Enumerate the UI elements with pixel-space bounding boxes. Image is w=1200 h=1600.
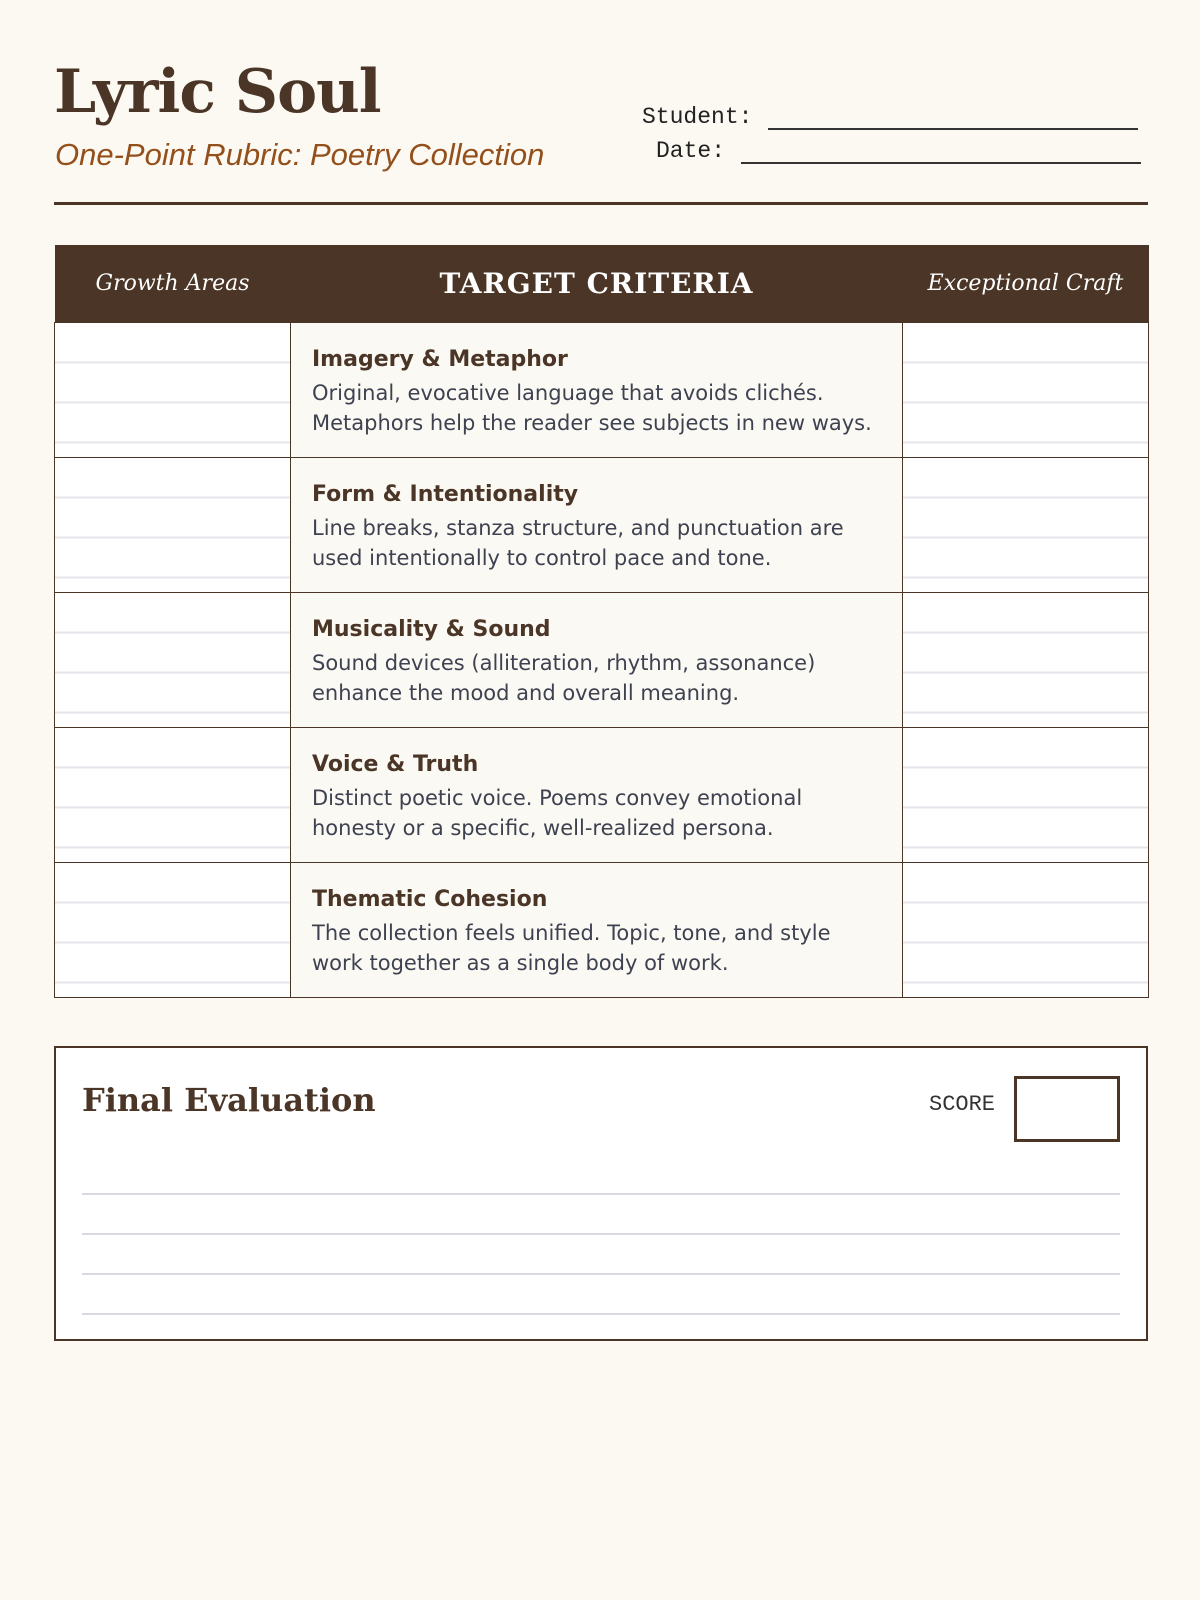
evaluation-writing-line[interactable] — [82, 1313, 1120, 1315]
rubric-table — [54, 245, 1149, 998]
criterion-description: Original, evocative language that avoids clichés. Metaphors help the reader see subjects in new ways. — [312, 381, 872, 435]
evaluation-writing-line[interactable] — [82, 1273, 1120, 1275]
criterion-cell — [291, 863, 903, 998]
criterion-title: Form & Intentionality — [312, 482, 579, 507]
header-target-criteria: TARGET CRITERIA — [291, 245, 903, 323]
criterion-title: Musicality & Sound — [312, 617, 551, 642]
score-input-box[interactable] — [1014, 1076, 1120, 1142]
date-label: Date: — [656, 138, 726, 164]
table-row — [55, 863, 1149, 998]
growth-notes-cell[interactable] — [55, 323, 291, 458]
evaluation-writing-line[interactable] — [82, 1193, 1120, 1195]
criterion-title: Imagery & Metaphor — [312, 347, 568, 372]
page-subtitle: One-Point Rubric: Poetry Collection — [55, 137, 545, 172]
student-name-line[interactable] — [768, 106, 1138, 130]
exceptional-notes-cell[interactable] — [903, 323, 1149, 458]
table-row — [55, 593, 1149, 728]
criterion-title: Thematic Cohesion — [312, 887, 548, 912]
date-line[interactable] — [741, 140, 1141, 164]
table-row — [55, 323, 1149, 458]
header-exceptional-craft: Exceptional Craft — [903, 245, 1149, 323]
table-row — [55, 728, 1149, 863]
criterion-description: The collection feels unified. Topic, tone, and style work together as a single body of work. — [312, 921, 831, 975]
criterion-cell — [291, 458, 903, 593]
criterion-cell — [291, 593, 903, 728]
score-label: SCORE — [929, 1092, 996, 1117]
table-row — [55, 458, 1149, 593]
growth-notes-cell[interactable] — [55, 458, 291, 593]
growth-notes-cell[interactable] — [55, 728, 291, 863]
criterion-title: Voice & Truth — [312, 752, 479, 777]
growth-notes-cell[interactable] — [55, 863, 291, 998]
evaluation-writing-line[interactable] — [82, 1233, 1120, 1235]
exceptional-notes-cell[interactable] — [903, 458, 1149, 593]
student-field — [642, 104, 1138, 130]
header-growth-areas: Growth Areas — [55, 245, 291, 323]
header-divider — [54, 202, 1148, 205]
student-label: Student: — [642, 104, 753, 130]
criterion-description: Distinct poetic voice. Poems convey emotional honesty or a specific, well-realized persona. — [312, 786, 803, 840]
date-field — [656, 138, 1141, 164]
exceptional-notes-cell[interactable] — [903, 863, 1149, 998]
final-evaluation-box — [54, 1046, 1148, 1341]
final-evaluation-title: Final Evaluation — [82, 1081, 376, 1119]
criterion-cell — [291, 728, 903, 863]
exceptional-notes-cell[interactable] — [903, 728, 1149, 863]
criterion-cell — [291, 323, 903, 458]
growth-notes-cell[interactable] — [55, 593, 291, 728]
exceptional-notes-cell[interactable] — [903, 593, 1149, 728]
rubric-header-row — [55, 245, 1149, 323]
page-title: Lyric Soul — [54, 57, 381, 127]
criterion-description: Line breaks, stanza structure, and punctuation are used intentionally to control pace and tone. — [312, 516, 844, 570]
criterion-description: Sound devices (alliteration, rhythm, assonance) enhance the mood and overall meaning. — [312, 651, 816, 705]
